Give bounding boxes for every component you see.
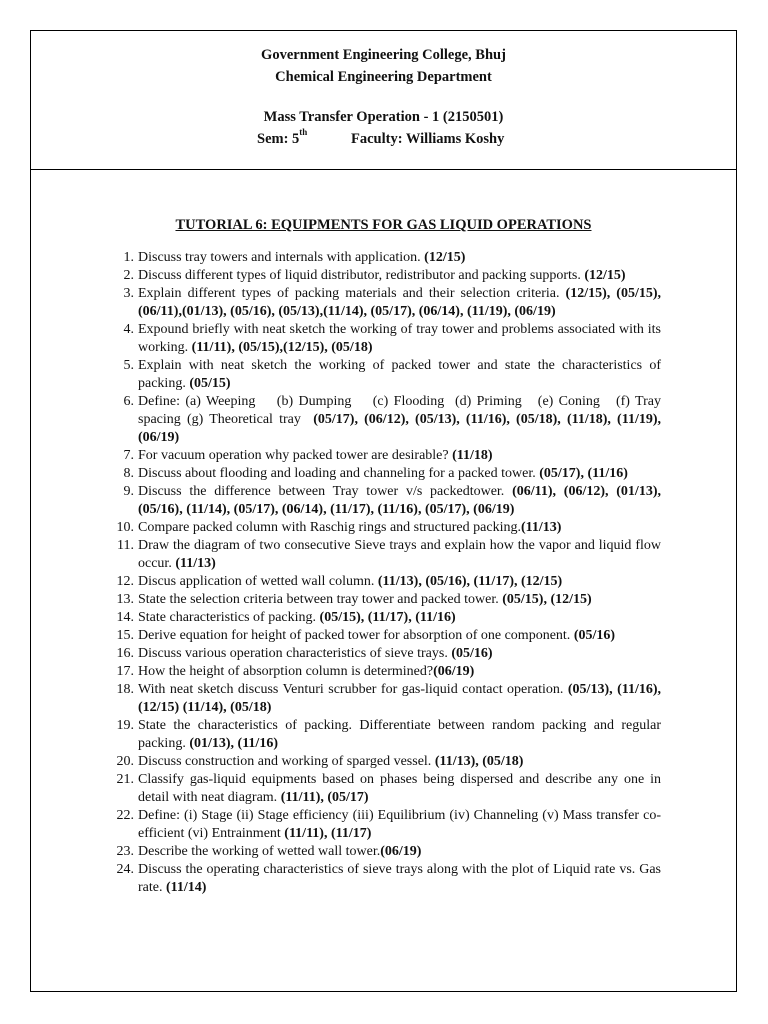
question-text: Expound briefly with neat sketch the working of tray tower and problems associated with its working. xyxy=(138,322,665,355)
exam-reference: (06/11), (06/12), (01/13),(05/16), (11/14), (05/17), (06/14), (11/17), (11/16), (05/17), (06/19) xyxy=(138,484,661,517)
list-item xyxy=(111,807,661,843)
list-item xyxy=(111,537,665,573)
question-text: Discuss the operating characteristics of sieve trays along with the plot of Liquid rate vs. Gas rate. xyxy=(138,862,665,895)
question-text: Discuss tray towers and internals with application. xyxy=(138,250,425,265)
document-header xyxy=(31,31,736,170)
question-number: 22. xyxy=(116,808,134,823)
list-item xyxy=(111,357,665,393)
list-item xyxy=(111,321,665,357)
question-text: How the height of absorption column is determined? xyxy=(138,664,434,679)
question-number: 3. xyxy=(123,286,134,301)
exam-reference: (11/11), (05/17) xyxy=(280,790,369,805)
question-text: Discus application of wetted wall column. xyxy=(138,574,378,589)
question-number: 11. xyxy=(117,538,134,553)
exam-reference: (12/15), (05/15), (06/11),(01/13), (05/16), (05/13),(11/14), (05/17), (06/14), (11/19), (06/19) xyxy=(138,286,662,319)
exam-reference: (11/18) xyxy=(452,448,493,463)
question-number: 6. xyxy=(123,394,134,409)
list-item xyxy=(111,285,661,321)
question-number: 21. xyxy=(116,772,134,787)
list-item xyxy=(111,681,661,717)
faculty: Faculty: Williams Koshy xyxy=(351,131,505,147)
question-text: Draw the diagram of two consecutive Sieve trays and explain how the vapor and liquid flow occur. xyxy=(138,538,665,571)
question-text: Discuss the difference between Tray tower v/s packedtower. xyxy=(138,484,513,499)
exam-reference: (12/15) xyxy=(424,250,466,265)
question-text: Classify gas-liquid equipments based on phases being dispersed and describe any one in detail with neat diagram. xyxy=(138,772,665,805)
exam-reference: (05/15), (11/17), (11/16) xyxy=(319,610,456,625)
exam-reference: (01/13), (11/16) xyxy=(189,736,278,751)
exam-reference: (05/13), (11/16), (12/15) (11/14), (05/18) xyxy=(138,682,662,715)
question-text: Compare packed column with Raschig rings and structured packing. xyxy=(138,520,521,535)
list-item xyxy=(111,609,661,627)
question-text: Explain with neat sketch the working of packed tower and state the characteristics of packing. xyxy=(138,358,665,391)
list-item xyxy=(111,861,665,897)
exam-reference: (05/15) xyxy=(189,376,231,391)
question-text: Explain different types of packing materials and their selection criteria. xyxy=(138,286,566,301)
list-item xyxy=(111,267,661,285)
question-text: For vacuum operation why packed tower are desirable? xyxy=(138,448,453,463)
question-text: State characteristics of packing. xyxy=(138,610,320,625)
question-number: 2. xyxy=(123,268,134,283)
question-number: 1. xyxy=(123,250,134,265)
exam-reference: (06/19) xyxy=(380,844,422,859)
exam-reference: (12/15) xyxy=(584,268,626,283)
list-item xyxy=(111,573,661,591)
question-text: Discuss various operation characteristics of sieve trays. xyxy=(138,646,452,661)
question-number: 8. xyxy=(123,466,134,481)
list-item xyxy=(111,753,661,771)
list-item xyxy=(111,483,661,519)
exam-reference: (11/13) xyxy=(520,520,562,535)
exam-reference: (05/16) xyxy=(451,646,493,661)
question-number: 17. xyxy=(116,664,134,679)
question-text: With neat sketch discuss Venturi scrubber for gas-liquid contact operation. xyxy=(138,682,568,697)
exam-reference: (11/13), (05/16), (11/17), (12/15) xyxy=(377,574,563,589)
semester-label: Sem: 5 xyxy=(257,131,300,147)
college-name: Government Engineering College, Bhuj xyxy=(261,47,506,63)
question-text: Discuss different types of liquid distributor, redistributor and packing supports. xyxy=(138,268,585,283)
question-number: 18. xyxy=(116,682,134,697)
list-item xyxy=(111,645,661,663)
exam-reference: (05/15), (12/15) xyxy=(502,592,592,607)
list-item xyxy=(111,771,665,807)
question-number: 12. xyxy=(116,574,134,589)
question-text: Define: (i) Stage (ii) Stage efficiency (iii) Equilibrium (iv) Channeling (v) Mass transfer co-efficient (vi) Entrainment xyxy=(138,808,661,841)
list-item xyxy=(111,249,661,267)
question-number: 9. xyxy=(123,484,134,499)
course-title: Mass Transfer Operation - 1 (2150501) xyxy=(263,109,504,125)
exam-reference: (05/17), (06/12), (05/13), (11/16), (05/18), (11/18), (11/19),(06/19) xyxy=(138,412,662,445)
exam-reference: (11/11), (05/15),(12/15), (05/18) xyxy=(191,340,373,355)
question-text: Discuss about flooding and loading and channeling for a packed tower. xyxy=(138,466,540,481)
question-number: 5. xyxy=(123,358,134,373)
exam-reference: (11/14) xyxy=(165,880,207,895)
question-number: 13. xyxy=(116,592,134,607)
semester-suffix: th xyxy=(299,127,308,138)
question-text: Describe the working of wetted wall tower. xyxy=(138,844,381,859)
list-item xyxy=(111,393,665,447)
exam-reference: (05/17), (11/16) xyxy=(539,466,628,481)
question-number: 20. xyxy=(116,754,134,769)
list-item xyxy=(111,465,661,483)
question-number: 7. xyxy=(123,448,134,463)
question-number: 19. xyxy=(116,718,134,733)
question-text: Derive equation for height of packed tower for absorption of one component. xyxy=(138,628,574,643)
question-number: 4. xyxy=(123,322,134,337)
list-item xyxy=(111,843,661,861)
question-text: Discuss construction and working of sparged vessel. xyxy=(138,754,435,769)
question-text: Define: (a) Weeping (b) Dumping (c) Flooding (d) Priming (e) Coning (f) Tray spacing (g) Theoretical tray xyxy=(138,394,665,427)
list-item xyxy=(111,663,661,681)
question-number: 24. xyxy=(116,862,134,877)
list-item xyxy=(111,591,661,609)
tutorial-title: TUTORIAL 6: EQUIPMENTS FOR GAS LIQUID OPERATIONS xyxy=(175,217,592,233)
list-item xyxy=(111,519,661,537)
list-item xyxy=(111,627,661,645)
department-name: Chemical Engineering Department xyxy=(275,69,492,85)
question-list xyxy=(111,249,665,897)
question-number: 23. xyxy=(116,844,134,859)
exam-reference: (11/13), (05/18) xyxy=(434,754,524,769)
exam-reference: (11/13) xyxy=(175,556,216,571)
question-number: 15. xyxy=(116,628,134,643)
semester xyxy=(257,127,308,148)
exam-reference: (06/19) xyxy=(433,664,475,679)
question-text: State the selection criteria between tray tower and packed tower. xyxy=(138,592,503,607)
exam-reference: (11/11), (11/17) xyxy=(284,826,372,841)
question-text: State the characteristics of packing. Differentiate between random packing and regular packing. xyxy=(138,718,665,751)
list-item xyxy=(111,447,661,465)
page-frame xyxy=(30,30,737,992)
question-number: 14. xyxy=(116,610,134,625)
question-number: 16. xyxy=(116,646,134,661)
exam-reference: (05/16) xyxy=(573,628,616,643)
list-item xyxy=(111,717,665,753)
question-number: 10. xyxy=(116,520,134,535)
